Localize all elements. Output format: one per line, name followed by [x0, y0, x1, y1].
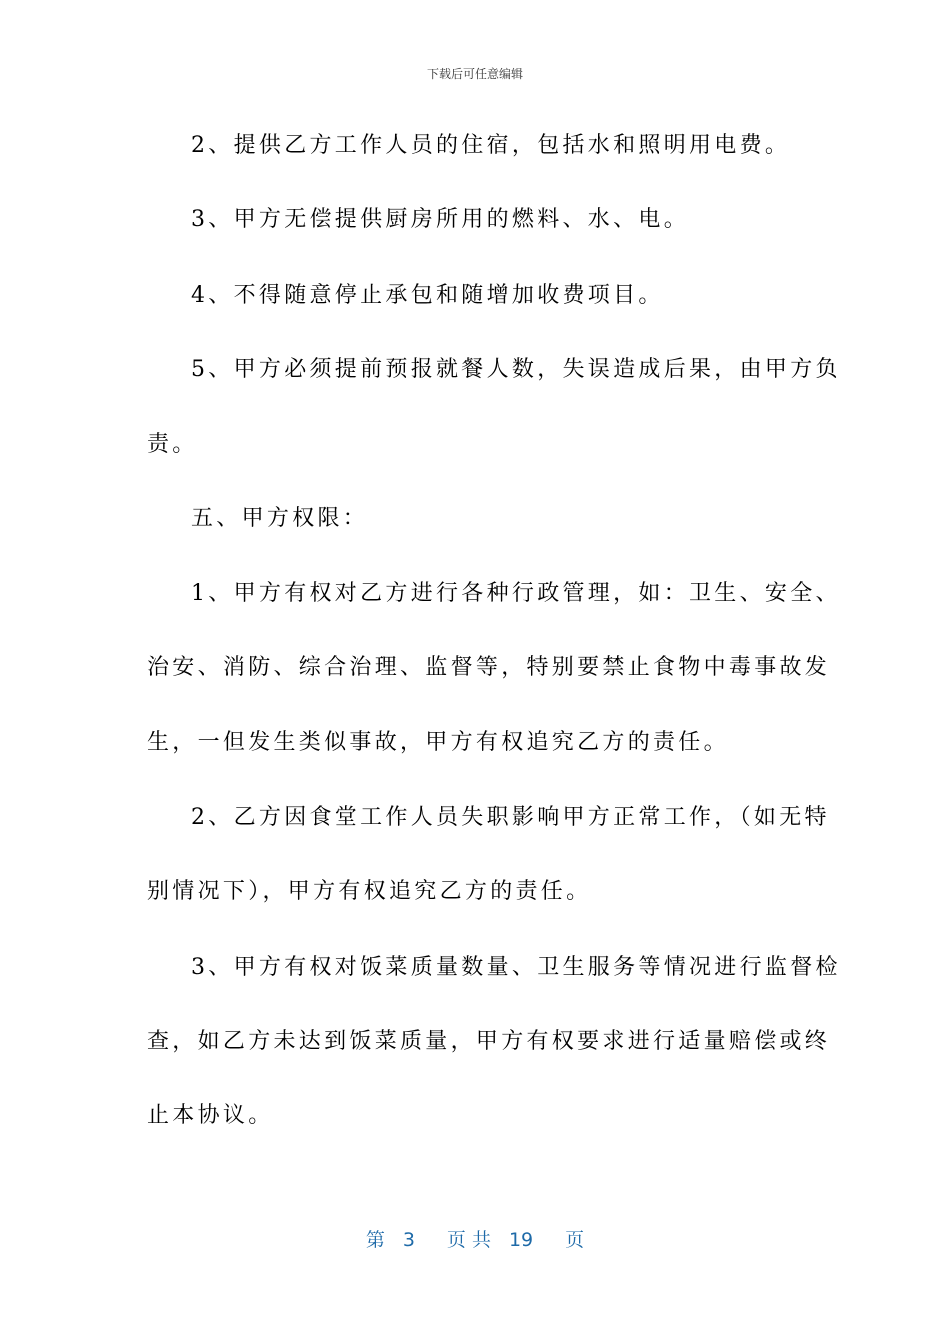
- paragraph-line: 治安、消防、综合治理、监督等，特别要禁止食物中毒事故发: [147, 655, 831, 680]
- page-header: 下载后可任意编辑: [426, 67, 523, 81]
- paragraph-line: 责。: [147, 432, 198, 457]
- footer-prefix: 第: [365, 1229, 385, 1251]
- paragraph-line: 止本协议。: [147, 1103, 274, 1128]
- paragraph-line: 2、提供乙方工作人员的住宿，包括水和照明用电费。: [191, 133, 791, 158]
- paragraph-line: 5、甲方必须提前预报就餐人数，失误造成后果，由甲方负: [191, 357, 841, 382]
- paragraph-line: 4、不得随意停止承包和随增加收费项目。: [191, 283, 664, 308]
- footer-suffix: 页: [565, 1229, 585, 1251]
- section-heading: 五、甲方权限：: [191, 506, 369, 531]
- current-page-number: 3: [402, 1229, 415, 1251]
- paragraph-line: 查，如乙方未达到饭菜质量，甲方有权要求进行适量赔偿或终: [147, 1029, 831, 1054]
- paragraph-line: 2、乙方因食堂工作人员失职影响甲方正常工作，（如无特: [191, 805, 830, 830]
- paragraph-line: 1、甲方有权对乙方进行各种行政管理，如：卫生、安全、: [191, 581, 841, 606]
- paragraph-line: 3、甲方有权对饭菜质量数量、卫生服务等情况进行监督检: [191, 955, 841, 980]
- total-page-count: 19: [508, 1229, 534, 1251]
- paragraph-line: 别情况下），甲方有权追究乙方的责任。: [147, 879, 592, 904]
- paragraph-line: 3、甲方无偿提供厨房所用的燃料、水、电。: [191, 207, 689, 232]
- page-footer: [0, 1228, 950, 1252]
- paragraph-line: 生，一但发生类似事故，甲方有权追究乙方的责任。: [147, 730, 729, 755]
- footer-mid: 页 共: [446, 1229, 491, 1251]
